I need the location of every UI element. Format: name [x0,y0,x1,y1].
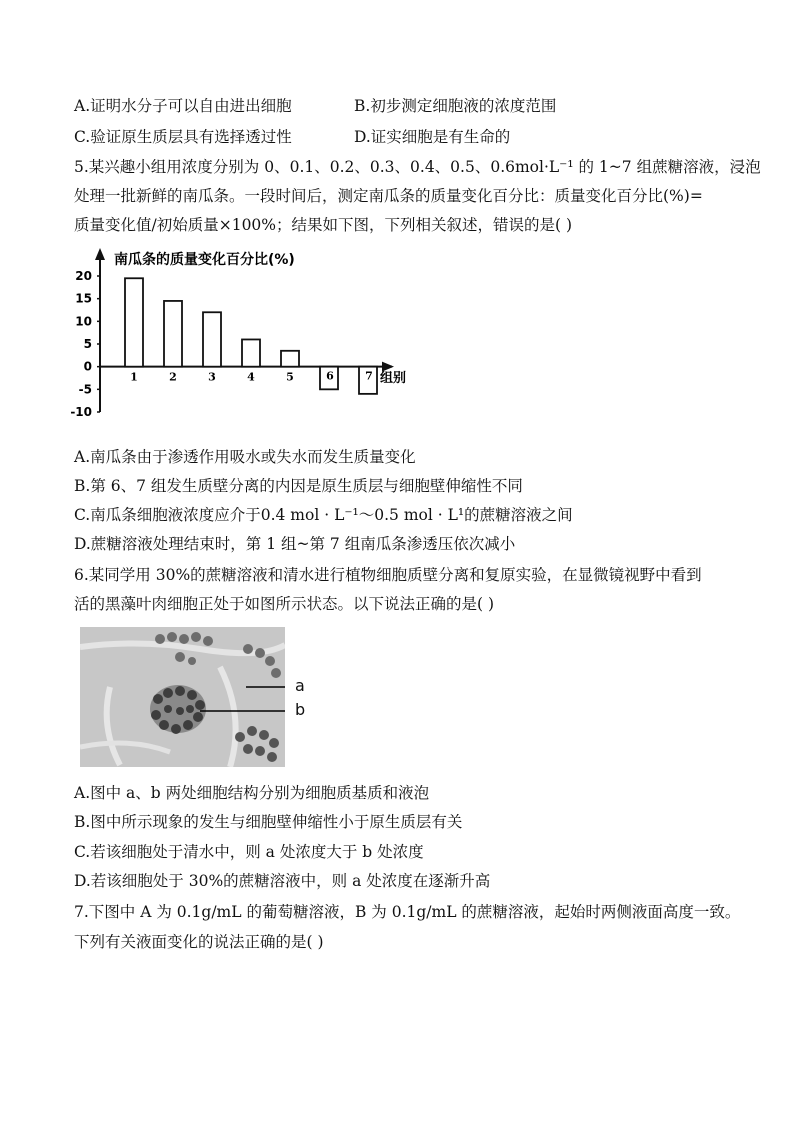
x-tick-label: 3 [208,370,216,384]
q4-option-d: D.证实细胞是有生命的 [354,128,511,146]
label-b: b [295,700,306,719]
q6-option-b: B.图中所示现象的发生与细胞壁伸缩性小于原生质层有关 [74,813,463,831]
bar [203,312,221,366]
y-tick-label: -10 [70,405,92,419]
q5-option-c: C.南瓜条细胞液浓度应介于0.4 mol · L⁻¹～0.5 mol · L¹的蔗糖溶液之间 [74,506,573,524]
q4-option-a: A.证明水分子可以自由进出细胞 [74,97,292,115]
q5-option-b: B.第 6、7 组发生质壁分离的内因是原生质层与细胞壁伸缩性不同 [74,477,523,495]
y-tick-label: 0 [83,359,92,374]
x-tick-label: 5 [286,370,294,384]
bar [164,301,182,367]
bar-chart-svg [62,240,417,438]
q5-option-a: A.南瓜条由于渗透作用吸水或失水而发生质量变化 [74,448,416,466]
y-tick-label: -5 [78,382,92,397]
micrograph-svg [80,627,285,767]
q6-option-d: D.若该细胞处于 30%的蔗糖溶液中，则 a 处浓度在逐渐升高 [74,872,491,890]
x-tick-label: 6 [326,369,334,383]
bar [281,351,299,367]
bar [125,278,143,366]
q6-option-a: A.图中 a、b 两处细胞结构分别为细胞质基质和液泡 [74,784,430,802]
bar [242,339,260,366]
x-tick-label: 4 [247,370,255,384]
y-tick-label: 15 [75,291,92,306]
cell-micrograph [80,627,285,767]
q6-stem-line1: 6.某同学用 30%的蔗糖溶液和清水进行植物细胞质壁分离和复原实验，在显微镜视野中看到 [74,566,702,584]
y-axis-arrow-icon [95,248,105,260]
x-tick-label: 7 [365,369,373,383]
x-tick-label: 2 [169,370,177,384]
q4-option-b: B.初步测定细胞液的浓度范围 [354,97,557,115]
chart-title: 南瓜条的质量变化百分比(%) [114,252,295,268]
x-tick-label: 1 [130,370,138,384]
q5-stem-line2: 处理一批新鲜的南瓜条。一段时间后，测定南瓜条的质量变化百分比：质量变化百分比(%)= [74,187,703,205]
q5-option-d: D.蔗糖溶液处理结束时，第 1 组~第 7 组南瓜条渗透压依次减小 [74,535,516,553]
y-tick-label: 5 [83,337,92,351]
y-tick-label: 20 [75,269,92,283]
label-a: a [295,676,305,695]
q4-option-c: C.验证原生质层具有选择透过性 [74,128,292,146]
q7-stem-line2: 下列有关液面变化的说法正确的是( ) [74,933,324,951]
q5-bar-chart [62,240,417,438]
q6-stem-line2: 活的黑藻叶肉细胞正处于如图所示状态。以下说法正确的是( ) [74,595,495,613]
y-tick-label: 10 [75,314,92,329]
q7-stem-line1: 7.下图中 A 为 0.1g/mL 的葡萄糖溶液，B 为 0.1g/mL 的蔗糖溶液，起始时两侧液面高度一致。 [74,903,741,921]
q5-stem-line1: 5.某兴趣小组用浓度分别为 0、0.1、0.2、0.3、0.4、0.5、0.6mol·L⁻¹ 的 1~7 组蔗糖溶液，浸泡 [74,158,761,176]
chart-x-axis-label: 组别 [380,371,407,386]
q6-option-c: C.若该细胞处于清水中，则 a 处浓度大于 b 处浓度 [74,843,424,861]
q5-stem-line3: 质量变化值/初始质量×100%；结果如下图，下列相关叙述，错误的是( ) [74,216,573,234]
